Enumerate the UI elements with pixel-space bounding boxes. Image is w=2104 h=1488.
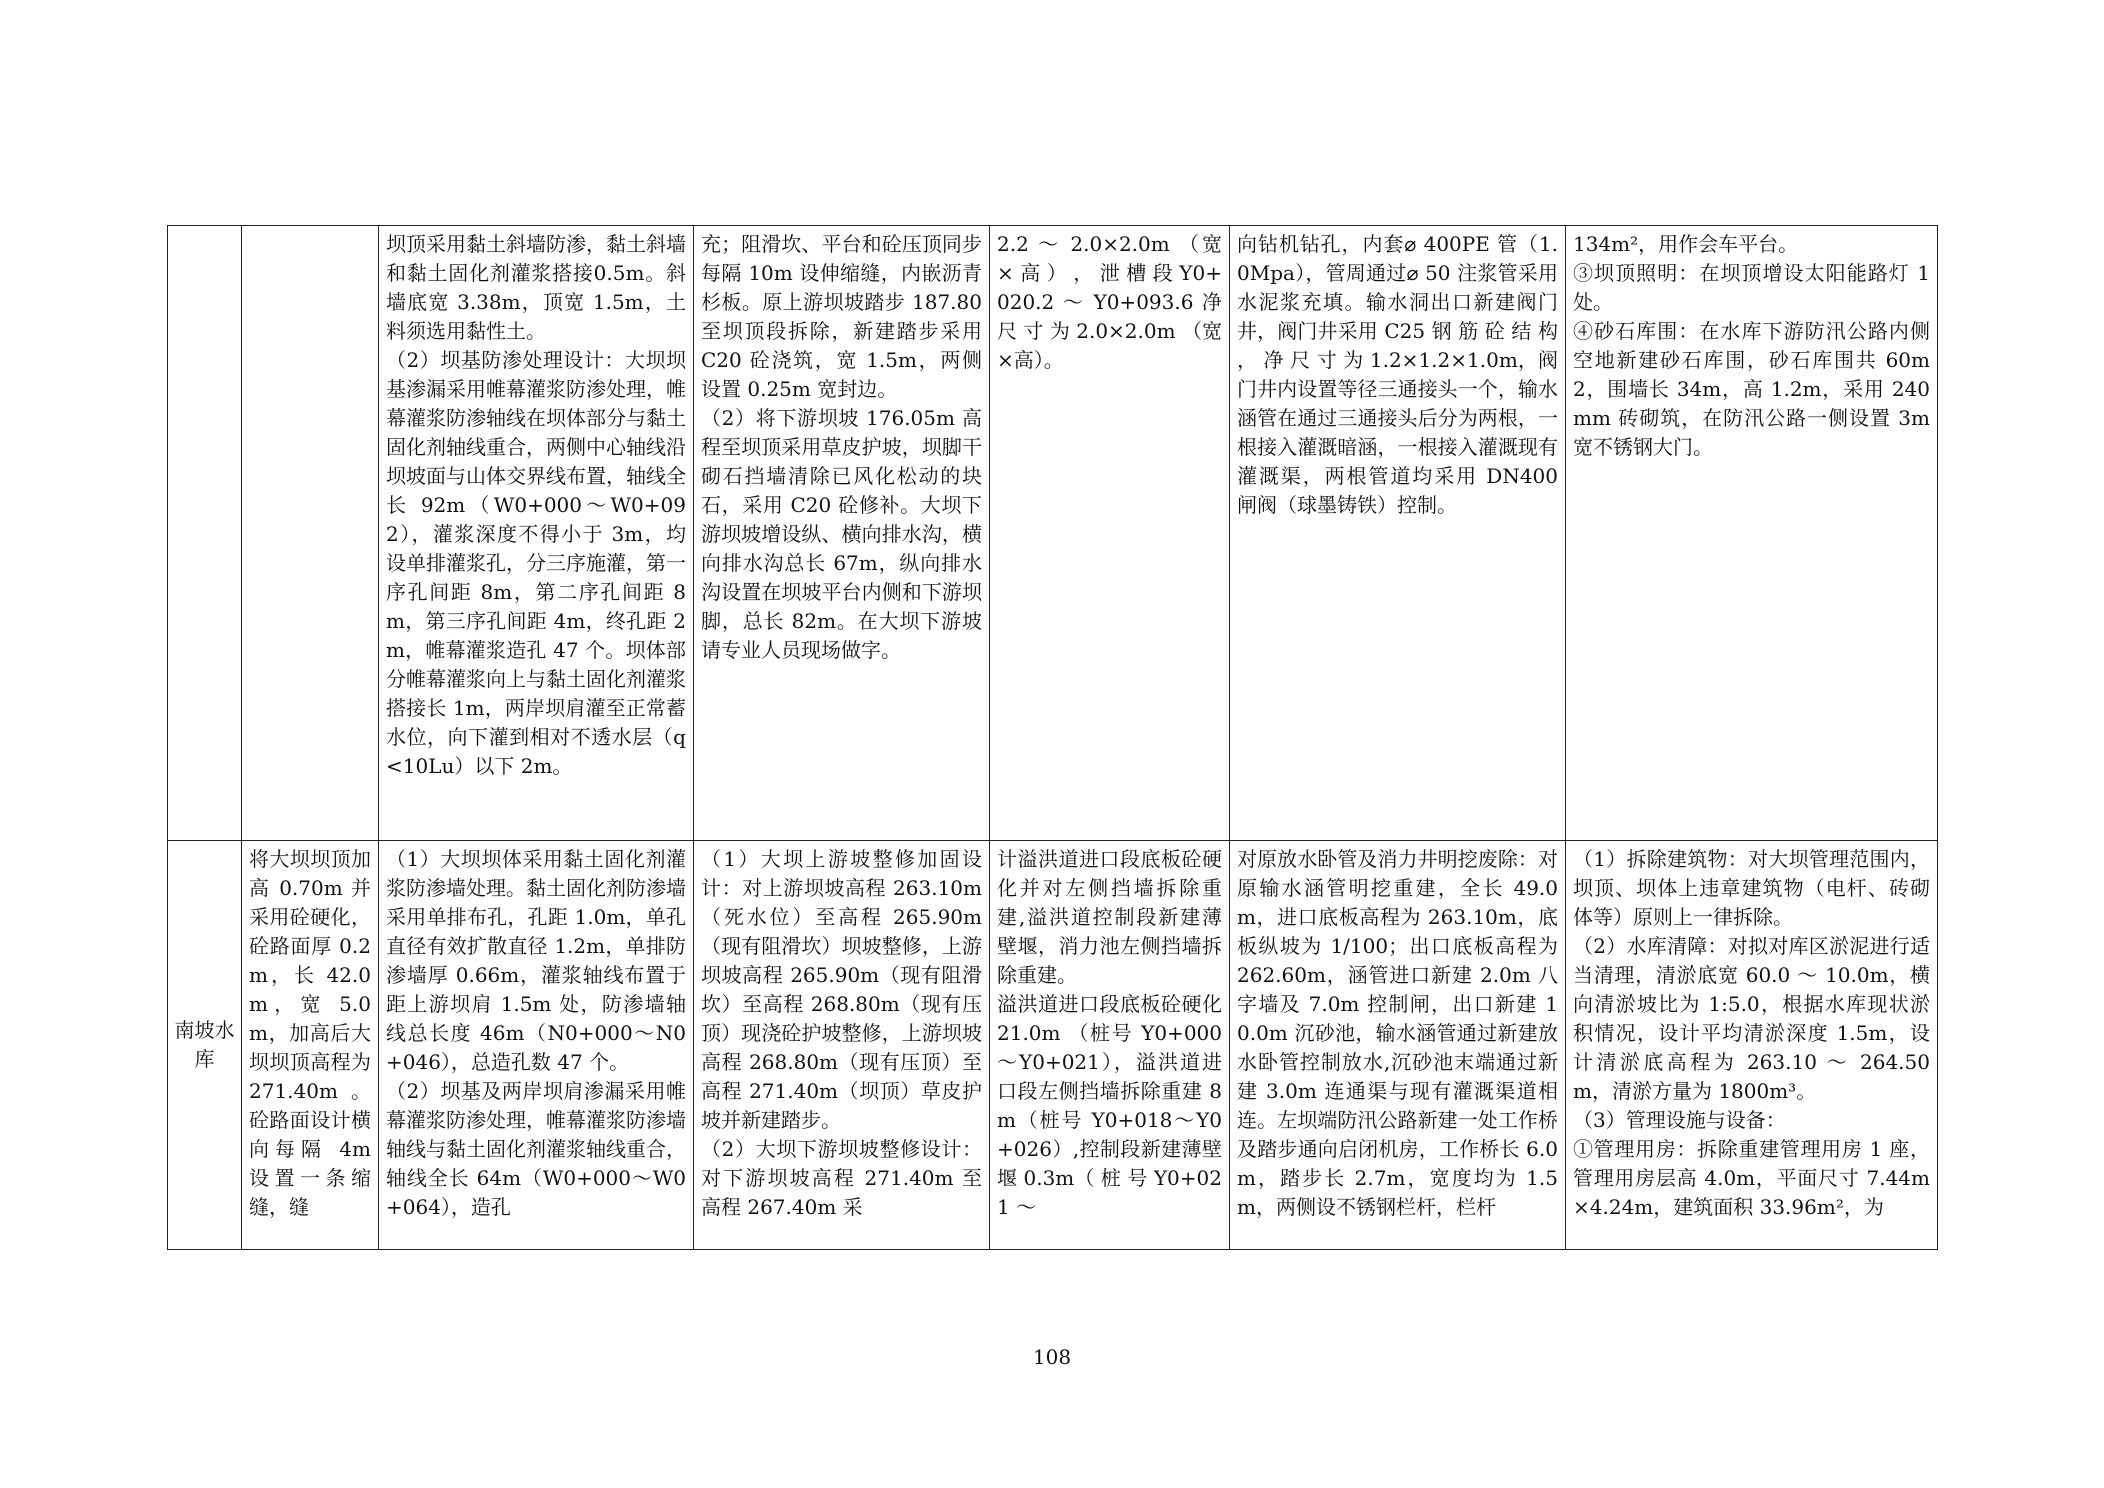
- outlet-works-cell: [1230, 841, 1566, 1250]
- reservoir-name-cell: [168, 841, 242, 1250]
- page-number: 108: [1032, 1345, 1072, 1369]
- paragraph: （2）水库清障：对拟对库区淤泥进行适当清理，清淤底宽 60.0 ～ 10.0m，横向清淤坡比为 1:5.0，根据水库现状淤积情况，设计平均清淤深度 1.5m，设计清淤底高程为 263.10 ～ 264.50m，清淤方量为 1800m³。: [1573, 934, 1930, 1103]
- table-row: [168, 226, 1938, 841]
- management-facilities-cell: [1566, 226, 1938, 841]
- paragraph: （1）拆除建筑物：对大坝管理范围内，坝顶、坝体上违章建筑物（电杆、砖砌体等）原则上一律拆除。: [1573, 847, 1930, 929]
- slope-repair-cell: [694, 841, 990, 1250]
- paragraph: ①管理用房：拆除重建管理用房 1 座，管理用房层高 4.0m，平面尺寸 7.44m×4.24m，建筑面积 33.96m²，为: [1573, 1137, 1930, 1219]
- dam-crest-cell: [242, 226, 379, 841]
- paragraph: 对原放水卧管及消力井明挖废除：对原输水涵管明挖重建，全长 49.0m，进口底板高程为 263.10m，底板纵坡为 1/100；出口底板高程为 262.60m，涵管进口新建 2.0m 八字墙及 7.0m 控制闸，出口新建 10.0m 沉砂池，输水涵管通过新建放水卧管控制放水,沉砂池末端通过新建 3.0m 连通渠与现有灌溉渠道相连。左坝端防汛公路新建一处工作桥及踏步通向启闭机房，工作桥长 6.0m，踏步长 2.7m，宽度均为 1.5m，两侧设不锈钢栏杆，栏杆: [1237, 847, 1558, 1219]
- paragraph: （1）大坝坝体采用黏土固化剂灌浆防渗墙处理。黏土固化剂防渗墙采用单排布孔，孔距 1.0m，单孔直径有效扩散直径 1.2m，单排防渗墙厚 0.66m，灌浆轴线布置于距上游坝肩 1.5m 处，防渗墙轴线总长度 46m（N0+000～N0+046），总造孔数 47 个。: [386, 847, 686, 1074]
- slope-repair-cell: [694, 226, 990, 841]
- paragraph: 溢洪道进口段底板砼硬化 21.0m （桩号 Y0+000～Y0+021），溢洪道进口段左侧挡墙拆除重建 8m（桩号 Y0+018～Y0+026）,控制段新建薄壁堰 0.3m（ 桩 号 Y0+021 ～: [997, 992, 1222, 1219]
- paragraph: （2）将下游坝坡 176.05m 高程至坝顶采用草皮护坡，坝脚干砌石挡墙清除已风化松动的块石，采用 C20 砼修补。大坝下游坝坡增设纵、横向排水沟，横向排水沟总长 67m，纵向排水沟设置在坝坡平台内侧和下游坝脚，总长 82m。在大坝下游坡请专业人员现场做字。: [701, 406, 982, 662]
- paragraph: （2）坝基防渗处理设计：大坝坝基渗漏采用帷幕灌浆防渗处理，帷幕灌浆防渗轴线在坝体部分与黏土固化剂轴线重合，两侧中心轴线沿坝坡面与山体交界线布置，轴线全长 92m（W0+000～W0+092），灌浆深度不得小于 3m，均设单排灌浆孔，分三序施灌，第一序孔间距 8m，第二序孔间距 8m，第三序孔间距 4m，终孔距 2m，帷幕灌浆造孔 47 个。坝体部分帷幕灌浆向上与黏土固化剂灌浆搭接长 1m，两岸坝肩灌至正常蓄水位，向下灌到相对不透水层（q<10Lu）以下 2m。: [386, 348, 686, 778]
- paragraph: ④砂石库围：在水库下游防汛公路内侧空地新建砂石库围，砂石库围共 60m2，围墙长 34m，高 1.2m，采用 240mm 砖砌筑，在防汛公路一侧设置 3m 宽不锈钢大门。: [1573, 319, 1930, 459]
- paragraph: 2.2 ～ 2.0×2.0m （宽 × 高 ） ， 泄 槽 段 Y0+020.2 ～ Y0+093.6 净 尺 寸 为 2.0×2.0m （宽×高）。: [997, 232, 1222, 372]
- paragraph: （2）坝基及两岸坝肩渗漏采用帷幕灌浆防渗处理，帷幕灌浆防渗墙轴线与黏土固化剂灌浆轴线重合，轴线全长 64m（W0+000～W0+064），造孔: [386, 1079, 686, 1219]
- outlet-works-cell: [1230, 226, 1566, 841]
- paragraph: ③坝顶照明：在坝顶增设太阳能路灯 1 处。: [1573, 261, 1930, 314]
- reservoir-name-cell: [168, 226, 242, 841]
- paragraph: （1）大坝上游坡整修加固设计：对上游坝坡高程 263.10m（死水位）至高程 265.90m（现有阻滑坎）坝坡整修，上游坝坡高程 265.90m（现有阻滑坎）至高程 268.80m（现有压顶）现浇砼护坡整修，上游坝坡高程 268.80m（现有压顶）至高程 271.40m（坝顶）草皮护坡并新建踏步。: [701, 847, 982, 1132]
- paragraph: 坝顶采用黏土斜墙防渗，黏土斜墙和黏土固化剂灌浆搭接0.5m。斜墙底宽 3.38m，顶宽 1.5m，土料须选用黏性土。: [386, 232, 686, 343]
- spillway-cell: [990, 226, 1230, 841]
- paragraph: 充；阻滑坎、平台和砼压顶同步每隔 10m 设伸缩缝，内嵌沥青杉板。原上游坝坡踏步 187.80 至坝顶段拆除，新建踏步采用 C20 砼浇筑，宽 1.5m，两侧设置 0.25m 宽封边。: [701, 232, 982, 401]
- spillway-cell: [990, 841, 1230, 1250]
- paragraph: （3）管理设施与设备：: [1573, 1108, 1786, 1132]
- paragraph: 134m²，用作会车平台。: [1573, 232, 1799, 256]
- management-facilities-cell: [1566, 841, 1938, 1250]
- reservoir-name: 南坡水库: [174, 1018, 235, 1071]
- paragraph: 向钻机钻孔，内套⌀ 400PE 管（1.0Mpa），管周通过⌀ 50 注浆管采用水泥浆充填。输水洞出口新建阀门井，阀门井采用 C25 钢 筋 砼 结 构 ， 净 尺 寸 为 1.2×1.2×1.0m，阀门井内设置等径三通接头一个，输水涵管在通过三通接头后分为两根，一根接入灌溉暗涵，一根接入灌溉现有灌溉渠，两根管道均采用 DN400 闸阀（球墨铸铁）控制。: [1237, 232, 1558, 517]
- paragraph: 将大坝坝顶加高 0.70m 并采用砼硬化，砼路面厚 0.2m，长 42.0m，宽 5.0m，加高后大坝坝顶高程为 271.40m 。砼路面设计横向每隔 4m 设置一条缩缝，缝: [249, 847, 371, 1219]
- paragraph: （2）大坝下游坝坡整修设计：对下游坝坡高程 271.40m 至高程 267.40m 采: [701, 1137, 982, 1219]
- project-table: [167, 225, 1938, 1250]
- dam-crest-cell: [242, 841, 379, 1250]
- seepage-control-cell: [379, 226, 694, 841]
- paragraph: 计溢洪道进口段底板砼硬化并对左侧挡墙拆除重建,溢洪道控制段新建薄壁堰，消力池左侧挡墙拆除重建。: [997, 847, 1222, 987]
- seepage-control-cell: [379, 841, 694, 1250]
- table-row: [168, 841, 1938, 1250]
